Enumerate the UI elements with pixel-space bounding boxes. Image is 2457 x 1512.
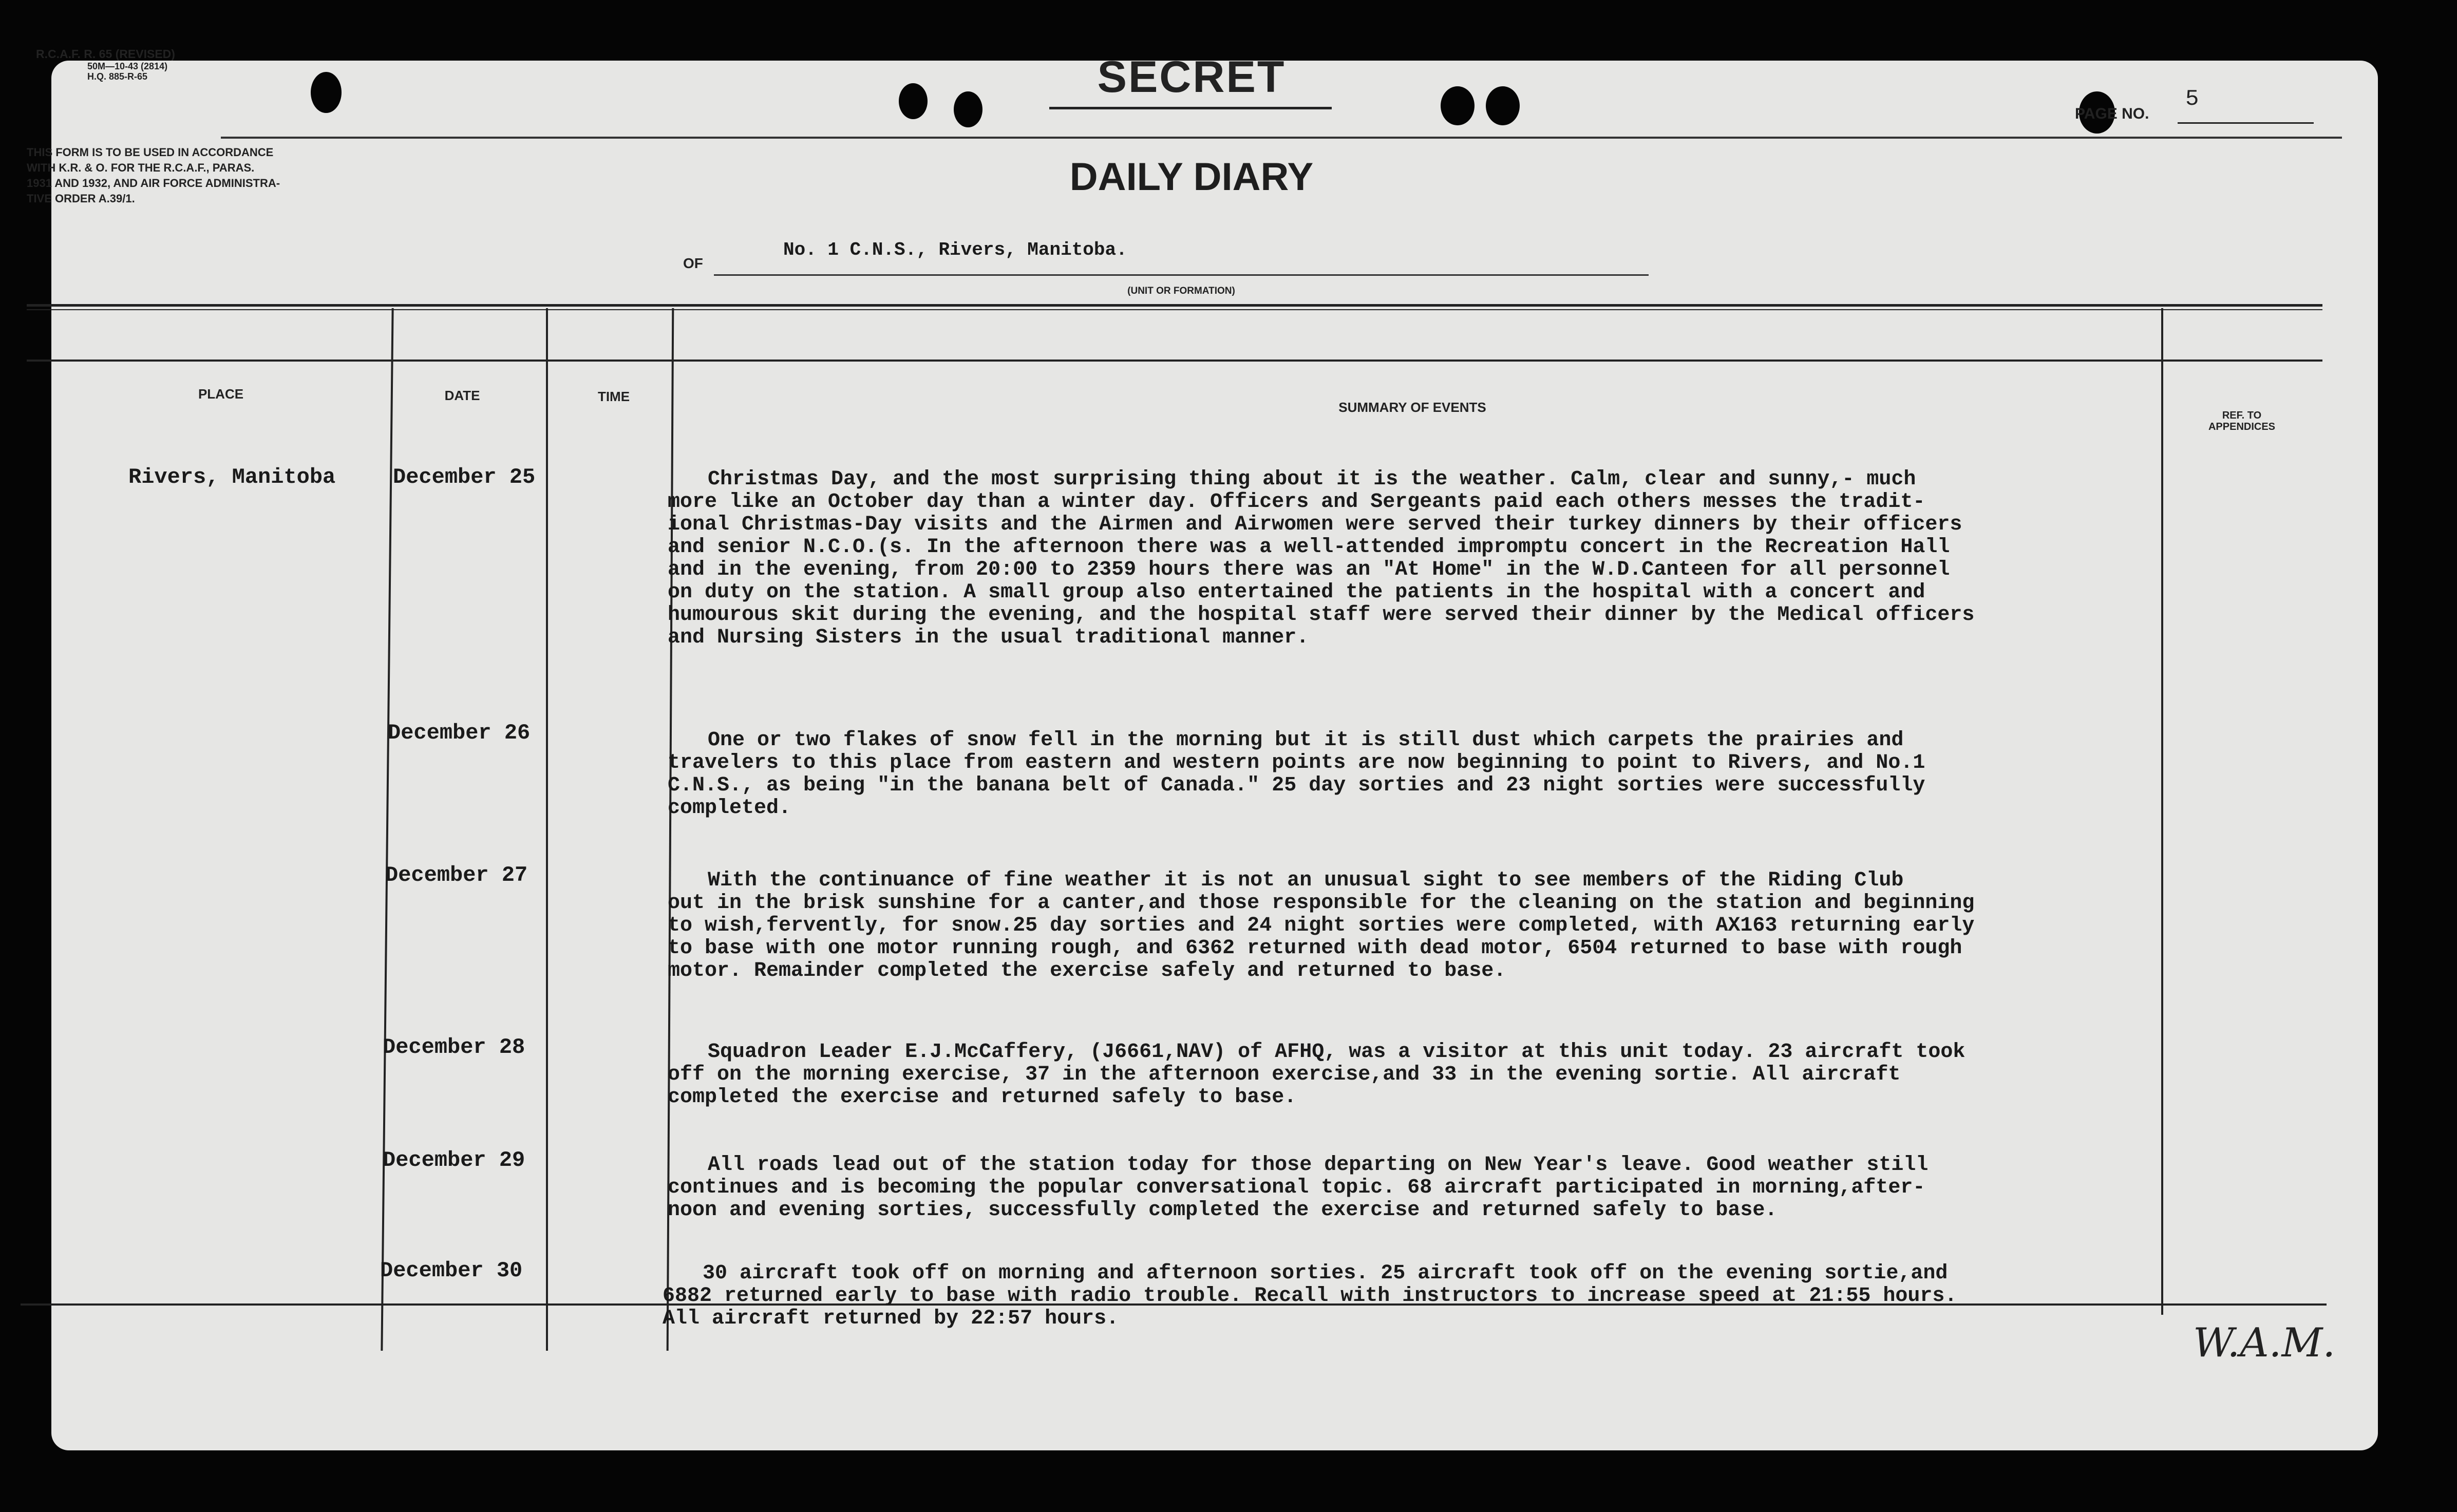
instruction-line: TIVE ORDER A.39/1. <box>27 192 135 205</box>
punch-hole-center-1 <box>899 83 928 119</box>
diary-entry <box>663 1262 2152 1330</box>
diary-entry <box>668 1041 2157 1109</box>
entry-line: With the continuance of fine weather it is not an unusual sight to see members of the Riding Club <box>708 869 1904 892</box>
table-top-rule <box>27 304 2322 307</box>
instruction-line: WITH K.R. & O. FOR THE R.C.A.F., PARAS. <box>27 161 255 174</box>
column-header-place: PLACE <box>198 386 244 402</box>
classification-heading: SECRET <box>1097 52 1286 102</box>
column-header-date: DATE <box>444 388 480 403</box>
column-header-ref <box>2172 410 2311 432</box>
column-divider <box>2161 308 2163 1315</box>
punch-hole-center-3 <box>1441 86 1475 125</box>
unit-caption: (UNIT OR FORMATION) <box>1127 286 1235 296</box>
page-number-label: PAGE NO. <box>2075 105 2149 122</box>
classification-underline <box>1049 107 1332 109</box>
entry-line: completed. <box>668 797 791 820</box>
column-header-time: TIME <box>597 389 630 404</box>
entry-line: travelers to this place from eastern and western points are now beginning to point to Rivers, and No.1 <box>668 751 1925 774</box>
entry-line: All roads lead out of the station today for those departing on New Year's leave. Good weather still <box>708 1154 1929 1177</box>
place-value: Rivers, Manitoba <box>128 465 336 489</box>
entry-line: on duty on the station. A small group also entertained the patients in the hospital with a concert and <box>668 581 1925 604</box>
entry-line: humourous skit during the evening, and the hospital staff were served their dinner by the Medical officers <box>668 603 1975 627</box>
entry-line: 30 aircraft took off on morning and afternoon sorties. 25 aircraft took off on the evening sortie,and <box>703 1262 1948 1285</box>
page-number-line <box>2178 122 2314 124</box>
table-header-rule <box>27 360 2322 362</box>
diary-entry <box>668 1154 2157 1222</box>
entry-date: December 29 <box>383 1148 525 1173</box>
column-header-summary: SUMMARY OF EVENTS <box>1338 400 1486 415</box>
entry-line: Squadron Leader E.J.McCaffery, (J6661,NAV) of AFHQ, was a visitor at this unit today. 23 aircraft took <box>708 1041 1965 1064</box>
form-code <box>36 47 324 82</box>
diary-entry <box>668 468 2157 649</box>
entry-line: completed the exercise and returned safely to base. <box>668 1086 1297 1109</box>
unit-underline <box>714 274 1649 276</box>
entry-line: 6882 returned early to base with radio trouble. Recall with instructors to increase speed at 21:55 hours. <box>663 1284 1957 1308</box>
entry-line: and senior N.C.O.(s. In the afternoon there was a well-attended impromptu concert in the Recreation Hall <box>668 536 1950 559</box>
column-divider <box>546 308 548 1351</box>
form-code-line: R.C.A.F. R. 65 (REVISED) <box>36 47 175 61</box>
entry-line: C.N.S., as being "in the banana belt of Canada." 25 day sorties and 23 night sorties were successfully <box>668 774 1925 797</box>
entry-line: to wish,fervently, for snow.25 day sorties and 24 night sorties were completed, with AX163 returning early <box>668 914 1975 937</box>
diary-entry <box>668 870 2157 982</box>
unit-name: No. 1 C.N.S., Rivers, Manitoba. <box>783 239 1127 260</box>
entry-line: and Nursing Sisters in the usual traditional manner. <box>668 626 1309 649</box>
entry-line: to base with one motor running rough, and 6362 returned with dead motor, 6504 returned to base with rough <box>668 937 1962 960</box>
entry-line: One or two flakes of snow fell in the morning but it is still dust which carpets the prairies and <box>708 729 1904 752</box>
entry-line: motor. Remainder completed the exercise safely and returned to base. <box>668 959 1506 982</box>
header-divider <box>221 137 2342 139</box>
punch-hole-center-4 <box>1486 86 1520 125</box>
entry-line: All aircraft returned by 22:57 hours. <box>663 1307 1119 1330</box>
diary-entry <box>668 729 2157 820</box>
ref-label: APPENDICES <box>2208 421 2276 432</box>
entry-line: ional Christmas-Day visits and the Airmen and Airwomen were served their turkey dinners by their officers <box>668 513 1962 536</box>
entry-line: off on the morning exercise, 37 in the afternoon exercise,and 33 in the evening sortie. All aircraft <box>668 1063 1901 1086</box>
entry-line: more like an October day than a winter day. Officers and Sergeants paid each others messes the tradit- <box>668 490 1925 514</box>
instruction-line: THIS FORM IS TO BE USED IN ACCORDANCE <box>27 146 274 159</box>
entry-date: December 28 <box>383 1035 525 1060</box>
table-top-rule <box>27 309 2322 310</box>
punch-hole-center-2 <box>954 91 982 127</box>
form-instructions <box>27 145 499 206</box>
page-number: 5 <box>2185 86 2199 112</box>
entry-date: December 27 <box>385 863 528 887</box>
entry-line: out in the brisk sunshine for a canter,and those responsible for the cleaning on the station and beginning <box>668 892 1975 915</box>
form-code-line: 50M—10-43 (2814) <box>87 61 168 71</box>
ref-label: REF. TO <box>2222 410 2262 421</box>
entry-date: December 26 <box>388 721 531 745</box>
entry-date: December 30 <box>380 1258 523 1283</box>
form-code-line: H.Q. 885-R-65 <box>87 71 148 82</box>
entry-line: noon and evening sorties, successfully completed the exercise and returned safely to base. <box>668 1199 1778 1222</box>
entry-line: Christmas Day, and the most surprising thing about it is the weather. Calm, clear and sunny,- much <box>708 468 1916 491</box>
entry-line: and in the evening, from 20:00 to 2359 hours there was an "At Home" in the W.D.Canteen for all personnel <box>668 558 1950 581</box>
entry-line: continues and is becoming the popular conversational topic. 68 aircraft participated in morning,after- <box>668 1176 1925 1199</box>
initials-signature: W.A.M. <box>2193 1320 2336 1366</box>
entry-date: December 25 <box>393 465 536 489</box>
unit-of-label: OF <box>683 255 703 271</box>
instruction-line: 1931 AND 1932, AND AIR FORCE ADMINISTRA- <box>27 177 280 190</box>
document-title: DAILY DIARY <box>1069 155 1314 199</box>
